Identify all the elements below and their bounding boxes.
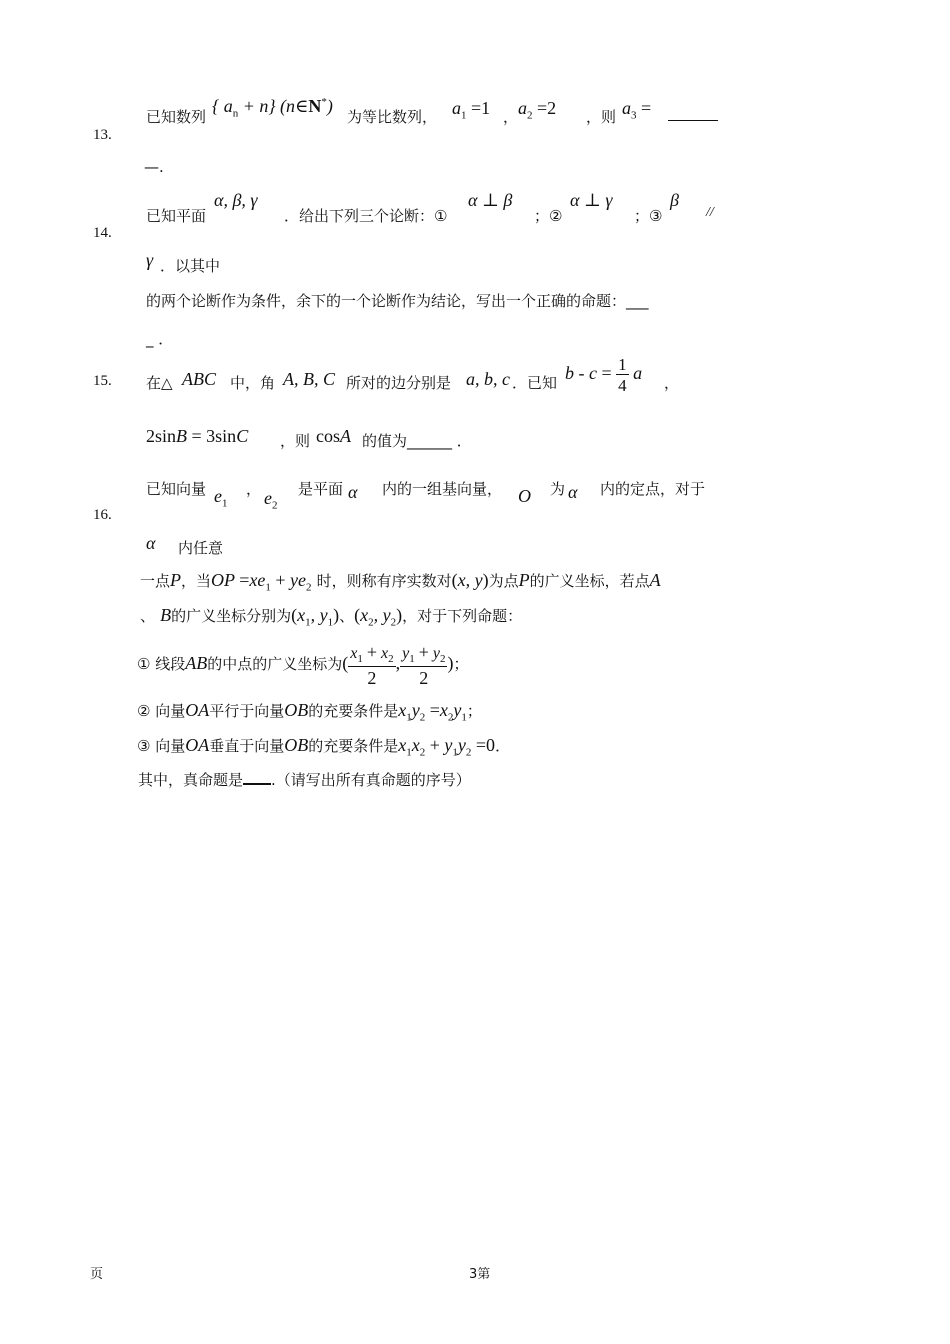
line-coordinates: 、 B的广义坐标分别为($x_1$, $y_1$)、($x_2$, $y_2$)，对于下列命题： (140, 605, 523, 629)
text: 中，角 (230, 374, 276, 392)
math-alpha: α (568, 482, 578, 502)
answer-blank (668, 106, 718, 121)
math-O: O (518, 486, 531, 506)
math-cosA: cosA (316, 426, 351, 446)
math-planes: α, β, γ (214, 190, 258, 210)
answer-blank (243, 769, 271, 785)
math-midpoint: ( $\frac{x_1 + x_2}{2}$ , $\frac{y_1 + y_2}{2}$ ) (342, 642, 454, 689)
math-OA: OA (185, 735, 210, 755)
math-B: B (160, 605, 172, 625)
math-gamma: γ (146, 250, 154, 270)
footer-left: 页 (90, 1267, 104, 1282)
math-alpha-perp-beta: α ⊥ β (468, 190, 513, 210)
math-A: A (649, 570, 661, 590)
question-number: 13. (93, 127, 112, 143)
proposition-3: ③ 向量OA垂直于向量OB的充要条件是$x_1x_2 + y_1y_2 =0$． (137, 735, 511, 759)
text: ，则 (280, 432, 311, 450)
proposition-2: ② 向量OA平行于向量OB的充要条件是$x_1y_2 =x_2y_1$； (137, 700, 482, 724)
math-AB: AB (185, 652, 208, 673)
math-condition-1: b - c = $\frac{1}{4}$ a (565, 355, 643, 395)
text: ；③ (634, 207, 663, 225)
text: 在△ (146, 374, 173, 392)
text: 是平面 (298, 480, 344, 498)
text: ，则 (586, 108, 617, 126)
math-alpha: α (348, 482, 358, 502)
parallel-symbol: // (706, 205, 714, 220)
math-perp-condition: $x_1x_2 + y_1y_2 =0$ (398, 735, 496, 759)
line-definition: 一点P，当OP $=xe_1 + ye_2$ 时，则称有序实数对(x, y)为点P的广义坐标，若点A (140, 570, 661, 594)
math-alpha-perp-gamma: α ⊥ γ (570, 190, 613, 210)
text: ， (503, 108, 519, 126)
math-beta: β (670, 190, 679, 210)
math-OB: OB (284, 735, 309, 755)
math-a3: $a_3$ = (622, 98, 652, 122)
text: 为等比数列， (347, 108, 438, 126)
text: ．给出下列三个论断：① (284, 207, 448, 225)
math-alpha: α (146, 533, 156, 553)
text: _ ． (146, 330, 174, 348)
math-e2: $e_2$ (264, 488, 278, 512)
math-x1y1: ($x_1$, $y_1$) (291, 605, 340, 629)
text: 已知数列 (146, 108, 207, 126)
blank-tail: —. (144, 158, 164, 176)
page-number: 3第 (469, 1267, 491, 1282)
text: ．已知 (512, 374, 558, 392)
math-a1: $a_1 =1$ (452, 98, 491, 122)
answer-line: 其中，真命题是 .（请写出所有真命题的序号） (138, 771, 471, 789)
text: 已知向量 (146, 480, 207, 498)
text: ．以其中 (160, 257, 221, 275)
text: 的值为______ ． (362, 432, 472, 450)
text: 所对的边分别是 (346, 374, 452, 392)
math-x2y2: ($x_2$, $y_2$) (354, 605, 403, 629)
question-number: 15. (93, 373, 112, 389)
math-angles: A, B, C (283, 369, 335, 389)
text: ， (246, 480, 262, 498)
math-sequence: { $a_n + n$} (n∈N*) (212, 96, 333, 120)
math-e1: $e_1$ (214, 486, 228, 510)
text: 的两个论断作为条件，余下的一个论断作为结论，写出一个正确的命题：___ (146, 292, 649, 310)
math-P: P (518, 570, 530, 590)
text: 为 (550, 480, 566, 498)
math-xy-pair: (x, y) (451, 570, 489, 590)
math-condition-2: 2sinB = 3sinC (146, 426, 249, 446)
text: 已知平面 (146, 207, 207, 225)
text: 内的一组基向量， (382, 480, 503, 498)
proposition-1: ① 线段AB的中点的广义坐标为( $\frac{x_1 + x_2}{2}$ , $\frac{y_1 + y_2}{2}$ )； (137, 642, 469, 689)
math-triangle: ABC (182, 369, 216, 389)
math-OA: OA (185, 700, 210, 720)
text: ；② (534, 207, 563, 225)
text: 内任意 (178, 539, 224, 557)
math-OP-expr: OP $=xe_1 + ye_2$ (211, 570, 312, 594)
math-a2: $a_2 =2$ (518, 98, 557, 122)
math-sides: a, b, c (466, 369, 510, 389)
question-number: 14. (93, 225, 112, 241)
math-OB: OB (284, 700, 309, 720)
question-number: 16. (93, 507, 112, 523)
math-parallel-condition: $x_1y_2 =x_2y_1$ (398, 700, 467, 724)
math-P: P (170, 570, 182, 590)
text: 内的定点，对于 (600, 480, 706, 498)
text: ， (664, 374, 680, 392)
